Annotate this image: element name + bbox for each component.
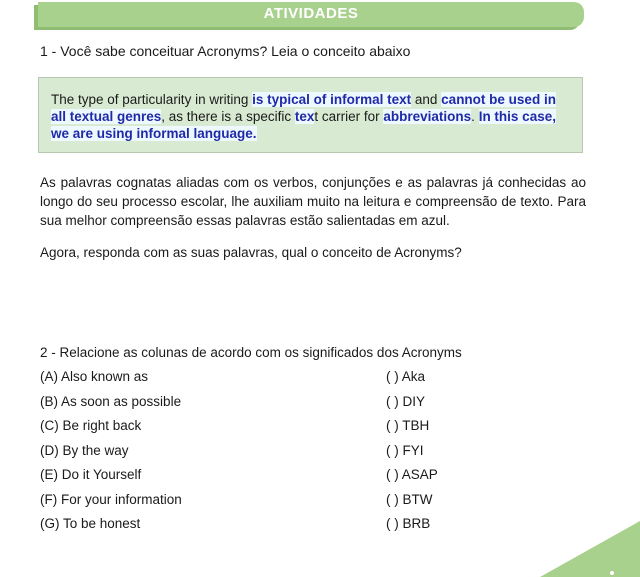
question-1-title: 1 - Você sabe conceituar Acronyms? Leia o conceito abaixo bbox=[40, 43, 411, 59]
match-row bbox=[40, 394, 500, 419]
match-row bbox=[40, 443, 500, 468]
instruction-paragraph: As palavras cognatas aliadas com os verbos, conjunções e as palavras já conhecidas ao longo do seu processo escolar, lhe auxiliam muito na leitura e compreensão de texto. Para sua melhor compreensão essas palavras estão salientadas em azul. bbox=[40, 175, 586, 228]
match-acronym-blank[interactable]: ( ) FYI bbox=[386, 442, 424, 458]
highlighted-phrase: is typical of informal text bbox=[252, 92, 412, 107]
concept-phrase: t carrier for bbox=[314, 109, 384, 124]
match-term: (A) Also known as bbox=[40, 369, 149, 384]
match-term: (C) Be right back bbox=[40, 418, 142, 433]
match-row bbox=[40, 516, 500, 541]
match-row bbox=[40, 467, 500, 492]
match-acronym-blank[interactable]: ( ) ASAP bbox=[386, 467, 438, 482]
concept-box bbox=[38, 77, 583, 153]
highlighted-phrase: cannot be used in all textual genres bbox=[51, 92, 556, 124]
highlighted-phrase: abbreviations bbox=[383, 109, 472, 124]
match-acronym-blank[interactable]: ( ) TBH bbox=[386, 418, 430, 433]
concept-phrase: and bbox=[411, 92, 442, 107]
match-row bbox=[40, 418, 500, 443]
highlighted-phrase: In this case, we are using informal language. bbox=[51, 109, 556, 141]
match-row bbox=[40, 369, 500, 394]
matching-list bbox=[40, 369, 500, 541]
concept-text bbox=[51, 92, 556, 141]
question-2-title: 2 - Relacione as colunas de acordo com os significados dos Acronyms bbox=[40, 345, 462, 360]
match-term: (G) To be honest bbox=[40, 516, 141, 531]
corner-dot bbox=[610, 571, 614, 575]
match-term: (F) For your information bbox=[40, 491, 182, 507]
page-title: ATIVIDADES bbox=[263, 5, 359, 22]
concept-phrase: The type of particularity in writing bbox=[51, 92, 253, 107]
header-banner bbox=[38, 2, 584, 27]
match-acronym-blank[interactable]: ( ) DIY bbox=[386, 393, 425, 409]
corner-decoration bbox=[540, 521, 640, 577]
match-term: (E) Do it Yourself bbox=[40, 467, 142, 482]
match-acronym-blank[interactable]: ( ) BTW bbox=[386, 491, 433, 507]
concept-phrase: , as there is a specific bbox=[161, 109, 295, 124]
concept-phrase: . bbox=[471, 109, 479, 124]
highlighted-phrase: tex bbox=[294, 109, 315, 124]
match-term: (D) By the way bbox=[40, 442, 129, 458]
match-acronym-blank[interactable]: ( ) BRB bbox=[386, 516, 431, 531]
match-term: (B) As soon as possible bbox=[40, 393, 182, 409]
match-acronym-blank[interactable]: ( ) Aka bbox=[386, 369, 426, 384]
question-1-prompt: Agora, responda com as suas palavras, qual o conceito de Acronyms? bbox=[40, 245, 462, 260]
match-row bbox=[40, 492, 500, 517]
